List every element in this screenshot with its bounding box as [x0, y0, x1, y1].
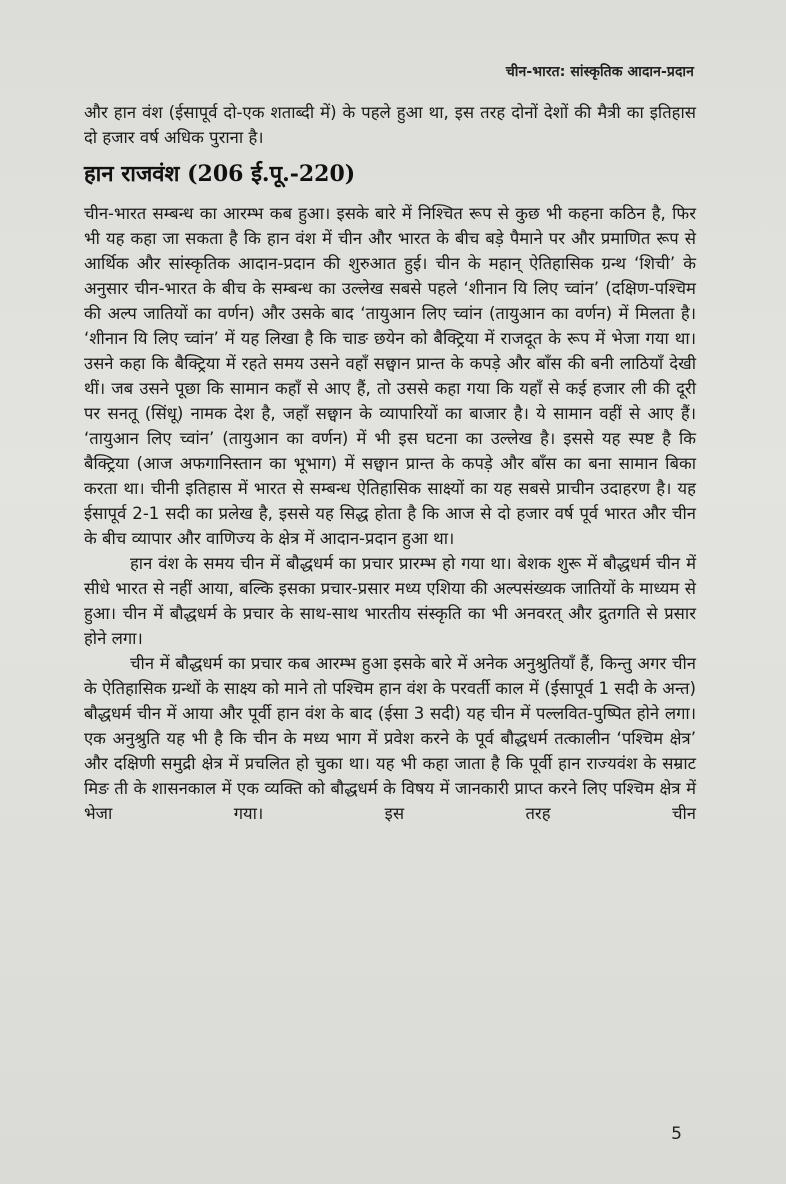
- page-number: 5: [671, 1124, 682, 1144]
- section-heading-dates: (206 ई.पू.-220): [187, 161, 356, 187]
- paragraph-3: चीन में बौद्धधर्म का प्रचार कब आरम्भ हुआ इसके बारे में अनेक अनुश्रुतियाँ हैं, किन्तु अगर चीन के ऐतिहासिक ग्रन्थों के साक्ष्य को माने तो पश्चिम हान वंश के परवर्ती काल में (ईसापूर्व 1 सदी के अन्त) बौद्धधर्म चीन में आया और पूर्वी हान वंश के बाद (ईसा 3 सदी) यह चीन में पल्लवित-पुष्पित होने लगा। एक अनुश्रुति यह भी है कि चीन के मध्य भाग में प्रवेश करने के पूर्व बौद्धधर्म तत्कालीन ‘पश्चिम क्षेत्र’ और दक्षिणी समुद्री क्षेत्र में प्रचलित हो चुका था। यह भी कहा जाता है कि पूर्वी हान राज्यवंश के सम्राट मिङ ती के शासनकाल में एक व्यक्ति को बौद्धधर्म के विषय में जानकारी प्राप्त करने लिए पश्चिम क्षेत्र में भेजा गया। इस तरह चीन: [84, 654, 696, 823]
- section-heading: [84, 158, 696, 191]
- section-heading-title: हान राजवंश: [84, 162, 180, 187]
- page-body: [84, 100, 696, 826]
- paragraph-1: चीन-भारत सम्बन्ध का आरम्भ कब हुआ। इसके बारे में निश्चित रूप से कुछ भी कहना कठिन है, फिर भी यह कहा जा सकता है कि हान वंश में चीन और भारत के बीच बड़े पैमाने पर और प्रमाणित रूप से आर्थिक और सांस्कृतिक आदान-प्रदान की शुरुआत हुई। चीन के महान् ऐतिहासिक ग्रन्थ ‘शिची’ के अनुसार चीन-भारत के बीच के सम्बन्ध का उल्लेख सबसे पहले ‘शीनान यि लिए च्वांन’ (दक्षिण-पश्चिम की अल्प जातियों का वर्णन) और उसके बाद ‘तायुआन लिए च्वांन (तायुआन का वर्णन) में मिलता है। ‘शीनान यि लिए च्वांन’ में यह लिखा है कि चाङ छयेन को बैक्ट्रिया में राजदूत के रूप में भेजा गया था। उसने कहा कि बैक्ट्रिया में रहते समय उसने वहाँ सछ्वान प्रान्त के कपड़े और बाँस की बनी लाठियाँ देखी थीं। जब उसने पूछा कि सामान कहाँ से आए हैं, तो उससे कहा गया कि यहाँ से कई हजार ली की दूरी पर सनतू (सिंधू) नामक देश है, जहाँ सछ्वान के व्यापारियों का बाजार है। ये सामान वहीं से आए हैं। ‘तायुआन लिए च्वांन’ (तायुआन का वर्णन) में भी इस घटना का उल्लेख है। इससे यह स्पष्ट है कि बैक्ट्रिया (आज अफगानिस्तान का भूभाग) में सछ्वान प्रान्त के कपड़े और बाँस का बना सामान बिका करता था। चीनी इतिहास में भारत से सम्बन्ध ऐतिहासिक साक्ष्यों का यह सबसे प्राचीन उदाहरण है। यह ईसापूर्व 2-1 सदी का प्रलेख है, इससे यह सिद्ध होता है कि आज से दो हजार वर्ष पूर्व भारत और चीन के बीच व्यापार और वाणिज्य के क्षेत्र में आदान-प्रदान हुआ था।: [84, 204, 696, 548]
- paragraph-2: हान वंश के समय चीन में बौद्धधर्म का प्रचार प्रारम्भ हो गया था। बेशक शुरू में बौद्धधर्म चीन में सीधे भारत से नहीं आया, बल्कि इसका प्रचार-प्रसार मध्य एशिया की अल्पसंख्यक जातियों के माध्यम से हुआ। चीन में बौद्धधर्म के प्रचार के साथ-साथ भारतीय संस्कृति का भी अनवरत् और द्रुतगति से प्रसार होने लगा।: [84, 554, 696, 648]
- running-header-title: चीन-भारत: सांस्कृतिक आदान-प्रदान: [505, 64, 694, 80]
- intro-paragraph: और हान वंश (ईसापूर्व दो-एक शताब्दी में) के पहले हुआ था, इस तरह दोनों देशों की मैत्री का इतिहास दो हजार वर्ष अधिक पुराना है।: [84, 103, 696, 147]
